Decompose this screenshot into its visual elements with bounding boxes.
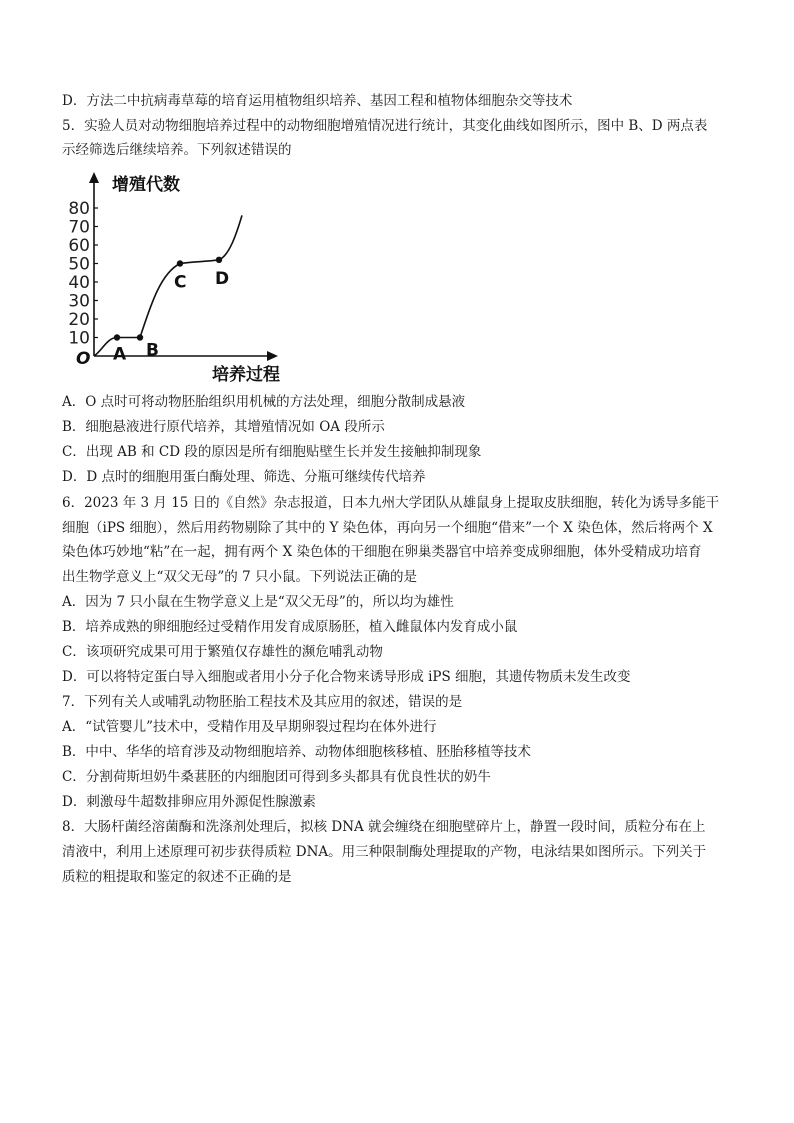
- y-tick-label: 30: [68, 291, 90, 312]
- origin-label: O: [76, 349, 91, 369]
- y-tick-label: 80: [68, 199, 90, 219]
- option-7d: D．刺激母牛超数排卵应用外源促性腺激素: [62, 794, 316, 810]
- point-d-label: D: [215, 268, 230, 289]
- question-6-stem: 6．2023 年 3 月 15 日的《自然》杂志报道，日本九州大学团队从雄鼠身上提取皮肤细胞，转化为诱导多能干: [62, 495, 720, 511]
- y-tick-label: 40: [68, 273, 90, 293]
- x-axis-arrow: [267, 351, 278, 361]
- option-5b: B．细胞悬液进行原代培养，其增殖情况如 OA 段所示: [62, 419, 385, 435]
- y-tick-label: 50: [68, 254, 90, 275]
- y-tick-label: 60: [68, 236, 90, 256]
- question-6-stem-cont: 染色体巧妙地“粘”在一起，拥有两个 X 染色体的干细胞在卵巢类器官中培养变成卵细胞，体外受精成功培育: [62, 544, 702, 560]
- y-tick-label: 70: [68, 217, 90, 238]
- point-b-marker: [137, 334, 143, 340]
- option-5a: A．O 点时可将动物胚胎组织用机械的方法处理，细胞分散制成悬液: [62, 394, 466, 410]
- cell-proliferation-chart: [62, 168, 302, 386]
- point-d-marker: [216, 257, 222, 263]
- y-tick-label: 10: [68, 328, 90, 349]
- point-c-marker: [177, 260, 183, 266]
- option-7a: A．“试管婴儿”技术中，受精作用及早期卵裂过程均在体外进行: [62, 719, 437, 735]
- y-axis-arrow: [89, 172, 99, 183]
- option-4d: D．方法二中抗病毒草莓的培育运用植物组织培养、基因工程和植物体细胞杂交等技术: [62, 93, 573, 109]
- point-a-marker: [114, 334, 120, 340]
- option-7b: B．中中、华华的培育涉及动物细胞培养、动物体细胞核移植、胚胎移植等技术: [62, 744, 531, 760]
- y-tick-label: 20: [68, 310, 90, 330]
- question-5-stem: 5．实验人员对动物细胞培养过程中的动物细胞增殖情况进行统计，其变化曲线如图所示，图中 B、D 两点表: [62, 118, 708, 134]
- option-5d: D．D 点时的细胞用蛋白酶处理、筛选、分瓶可继续传代培养: [62, 469, 426, 485]
- question-6-stem-cont: 细胞（iPS 细胞），然后用药物剔除了其中的 Y 染色体，再向另一个细胞“借来”一个 X 染色体，然后将两个 X: [62, 520, 713, 536]
- option-6c: C．该项研究成果可用于繁殖仅存雄性的濒危哺乳动物: [62, 644, 383, 660]
- question-8-stem-cont: 质粒的粗提取和鉴定的叙述不正确的是: [62, 869, 292, 885]
- option-6a: A．因为 7 只小鼠在生物学意义上是“双父无母”的，所以均为雄性: [62, 594, 454, 610]
- question-8-stem: 8．大肠杆菌经溶菌酶和洗涤剂处理后，拟核 DNA 就会缠绕在细胞壁碎片上，静置一段时间，质粒分布在上: [62, 819, 706, 835]
- option-6b: B．培养成熟的卵细胞经过受精作用发育成原肠胚，植入雌鼠体内发育成小鼠: [62, 619, 518, 635]
- point-c-label: C: [174, 272, 187, 293]
- point-a-label: A: [113, 344, 127, 365]
- x-axis-label: 培养过程: [212, 365, 280, 385]
- question-7-stem: 7．下列有关人或哺乳动物胚胎工程技术及其应用的叙述，错误的是: [62, 694, 463, 710]
- question-6-stem-cont: 出生物学意义上“双父无母”的 7 只小鼠。下列说法正确的是: [62, 569, 417, 585]
- option-6d: D．可以将特定蛋白导入细胞或者用小分子化合物来诱导形成 iPS 细胞，其遗传物质未发生改变: [62, 669, 631, 685]
- point-b-label: B: [146, 340, 159, 361]
- y-axis-label: 增殖代数: [112, 175, 180, 195]
- question-5-stem-cont: 示经筛选后继续培养。下列叙述错误的: [62, 142, 292, 158]
- question-8-stem-cont: 清液中，利用上述原理可初步获得质粒 DNA。用三种限制酶处理提取的产物，电泳结果如图所示。下列关于: [62, 844, 707, 860]
- option-5c: C．出现 AB 和 CD 段的原因是所有细胞贴壁生长并发生接触抑制现象: [62, 444, 482, 460]
- option-7c: C．分割荷斯坦奶牛桑葚胚的内细胞团可得到多头都具有优良性状的奶牛: [62, 769, 491, 785]
